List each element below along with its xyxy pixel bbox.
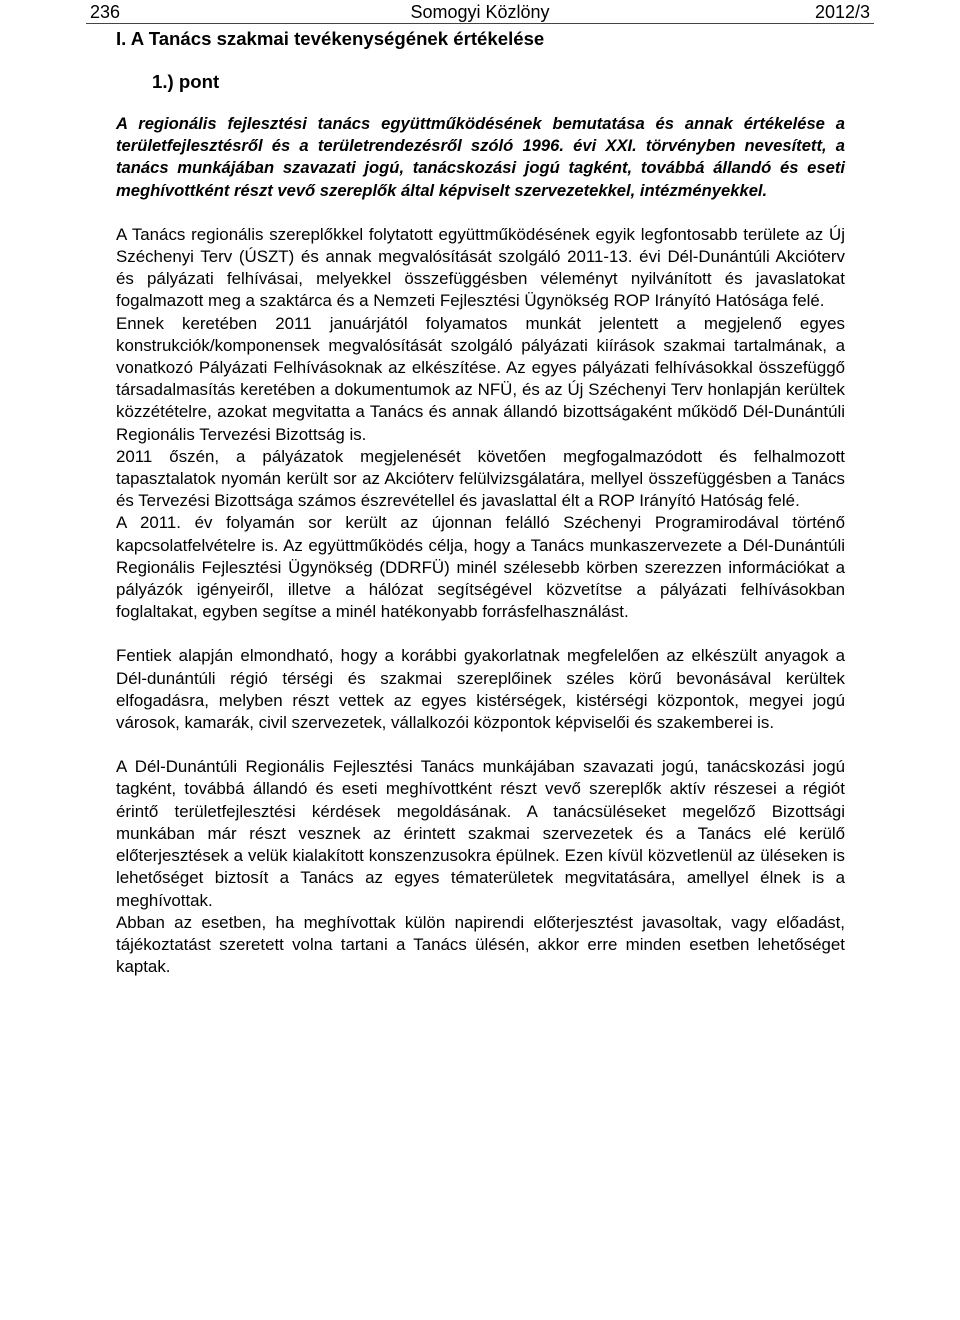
point-title: 1.) pont	[152, 71, 220, 92]
paragraph-4: A 2011. év folyamán sor került az újonnan felálló Széchenyi Programirodával történő kapcsolatfelvételre is. Az együttműködés célja, hogy a Tanács munkaszervezete a Dél-Dunántúli Regionális Fejlesztési Ügynökség (DDRFÜ) minél szélesebb körben szerezzen információkat a pályázók igényeiről, illetve a hálózat segítségével közvetítse a pályázati felhívásokban foglaltakat, egyben segítse a minél hatékonyabb forrásfelhasználást.	[116, 513, 845, 622]
paragraph-1: A Tanács regionális szereplőkkel folytatott együttműködésének egyik legfontosabb területe az Új Széchenyi Terv (ÚSZT) és annak megvalósítását szolgáló 2011-13. évi Dél-Dunántúli Akcióterv és pályázati felhívásai, melyekkel összefüggésben véleményt nyilvánított és javaslatokat fogalmazott meg a szaktárca és a Nemzeti Fejlesztési Ügynökség ROP Irányító Hatósága felé.	[116, 224, 845, 311]
paragraph-spacer	[116, 202, 845, 224]
journal-title: Somogyi Közlöny	[410, 2, 550, 22]
paragraph-2: Ennek keretében 2011 januárjától folyamatos munkát jelentett a megjelenő egyes konstrukciók/komponensek megvalósítását szolgáló pályázati kiírások szakmai tartalmának, a vonatkozó Pályázati Felhívásoknak az elkészítése. Az egyes pályázati felhívásokkal összefüggő társadalmasítás keretében a dokumentumok az NFÜ, és az Új Széchenyi Terv honlapján kerültek közzétételre, azokat megvitatta a Tanács és annak állandó bizottságaként működő Dél-Dunántúli Regionális Tervezési Bizottság is.	[116, 313, 845, 444]
intro-paragraph: A regionális fejlesztési tanács együttműködésének bemutatása és annak értékelése a területfejlesztésről és a területrendezésről szóló 1996. évi XXI. törvényben nevesített, a tanács munkájában szavazati jogú, tanácskozási jogú tagként, továbbá állandó és eseti meghívottként részt vevő szereplők által képviselt szervezetekkel, intézményekkel.	[116, 114, 845, 200]
issue-number: 2012/3	[814, 2, 870, 22]
paragraph-spacer	[116, 734, 845, 756]
section-title: I. A Tanács szakmai tevékenységének értékelése	[116, 28, 545, 49]
paragraph-7: Abban az esetben, ha meghívottak külön napirendi előterjesztést javasoltak, vagy előadást, tájékoztatást szeretett volna tartani a Tanács ülésén, akkor erre minden esetben lehetőséget kaptak.	[116, 912, 845, 977]
paragraph-spacer	[116, 623, 845, 645]
paragraph-6: A Dél-Dunántúli Regionális Fejlesztési Tanács munkájában szavazati jogú, tanácskozási jogú tagként, továbbá állandó és eseti meghívottként részt vevő szereplők aktív részesei a régiót érintő területfejlesztési kérdések megoldásának. A tanácsüléseket megelőző Bizottsági munkában már részt vesznek az érintett szakmai szervezetek és a Tanács elé kerülő előterjesztések a velük kialakított konszenzusokra épülnek. Ezen kívül közvetlenül az üléseken is lehetőséget biztosít a Tanács az egyes tématerületek megvitatására, amellyel élnek is a meghívottak.	[116, 757, 845, 910]
page-header	[90, 0, 870, 24]
paragraph-5: Fentiek alapján elmondható, hogy a korábbi gyakorlatnak megfelelően az elkészült anyagok a Dél-dunántúli régió térségi és szakmai szereplőinek széles körű bevonásával kerültek elfogadásra, melyben részt vettek az egyes kistérségek, kistérségi központok, megyei jogú városok, kamarák, civil szervezetek, vállalkozói központok képviselői és szakemberei is.	[116, 646, 845, 733]
paragraph-3: 2011 őszén, a pályázatok megjelenését követően megfogalmazódott és felhalmozott tapasztalatok nyomán került sor az Akcióterv felülvizsgálatára, mellyel összefüggésben a Tanács és Tervezési Bizottsága számos észrevétellel és javaslattal élt a ROP Irányító Hatóság felé.	[116, 446, 845, 511]
header-divider	[86, 23, 874, 24]
document-body	[116, 113, 845, 978]
page-number: 236	[90, 2, 121, 22]
